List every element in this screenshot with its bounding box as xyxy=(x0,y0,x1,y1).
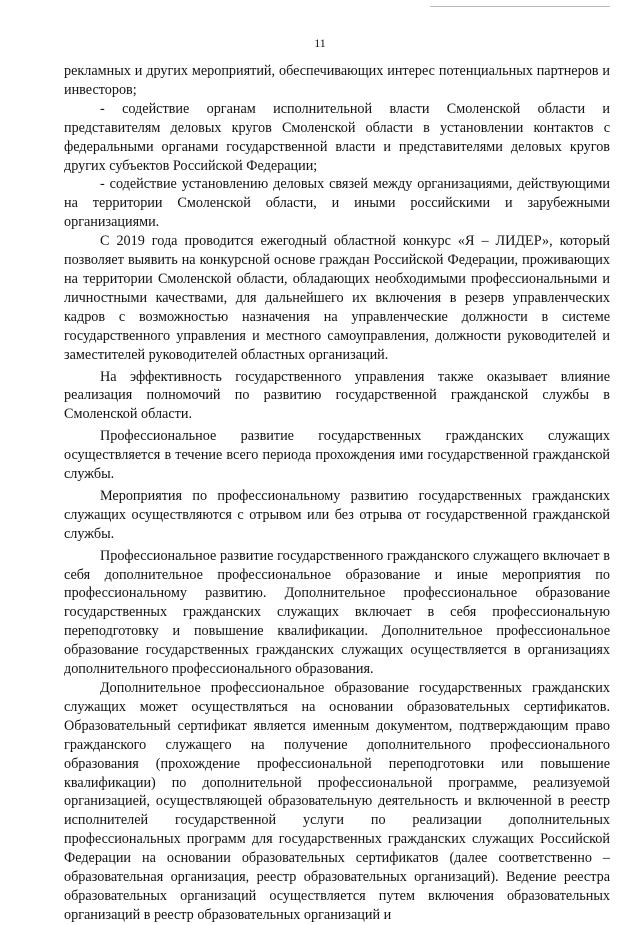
paragraph-9: Дополнительное профессиональное образование государственных гражданских служащих может осуществляться на основании образовательных сертификатов. Образовательный сертификат является именным документом, подтверждающим право гражданского служащего на получение дополнительного профессионального образования (прохождение профессиональной переподготовки или повышение квалификации) по дополнительной профессиональной программе, реализуемой организацией, осуществляющей образовательную деятельность и включенной в реестр исполнителей государственной услуги по реализации дополнительных профессиональных программ для государственных гражданских служащих Российской Федерации на основании образовательных сертификатов (далее соответственно – образовательная организация, реестр образовательных организаций). Ведение реестра образовательных организаций осуществляется путем включения образовательных организаций в реестр образовательных организаций и xyxy=(64,680,610,923)
scan-top-rule xyxy=(430,6,610,7)
page-number: 11 xyxy=(314,36,326,50)
paragraph-8: Профессиональное развитие государственного гражданского служащего включает в себя дополнительное профессиональное образование и иные мероприятия по профессиональному развитию. Дополнительное профессиональное образование государственных гражданских служащих включает в себя профессиональную переподготовку и повышение квалификации. Дополнительное профессиональное образование государственных гражданских служащих осуществляется в организациях дополнительного профессионального образования. xyxy=(64,547,610,678)
paragraph-1: рекламных и других мероприятий, обеспечивающих интерес потенциальных партнеров и инвесторов; xyxy=(64,63,610,98)
paragraph-3: - содействие установлению деловых связей между организациями, действующими на территории Смоленской области, и иными российскими и зарубежными организациями. xyxy=(64,176,610,231)
paragraph-6: Профессиональное развитие государственных гражданских служащих осуществляется в течение всего периода прохождения ими государственной гражданской службы. xyxy=(64,428,610,483)
paragraph-7: Мероприятия по профессиональному развитию государственных гражданских служащих осуществляются с отрывом или без отрыва от государственной гражданской службы. xyxy=(64,487,610,542)
paragraph-2: - содействие органам исполнительной власти Смоленской области и представителям деловых кругов Смоленской области в установлении контактов с федеральными органами государственной власти и представителями деловых кругов других субъектов Российской Федерации; xyxy=(64,100,610,174)
paragraph-4: С 2019 года проводится ежегодный областной конкурс «Я – ЛИДЕР», который позволяет выявить на конкурсной основе граждан Российской Федерации, проживающих на территории Смоленской области, обладающих необходимыми профессиональными и личностными качествами, для дальнейшего их включения в резерв управленческих кадров с возможностью назначения на управленческие должности в системе государственного управления и местного самоуправления, должности руководителей и заместителей руководителей областных организаций. xyxy=(64,233,610,363)
document-body xyxy=(64,62,610,925)
paragraph-5: На эффективность государственного управления также оказывает влияние реализация полномочий по развитию государственной гражданской службы в Смоленской области. xyxy=(64,368,610,423)
